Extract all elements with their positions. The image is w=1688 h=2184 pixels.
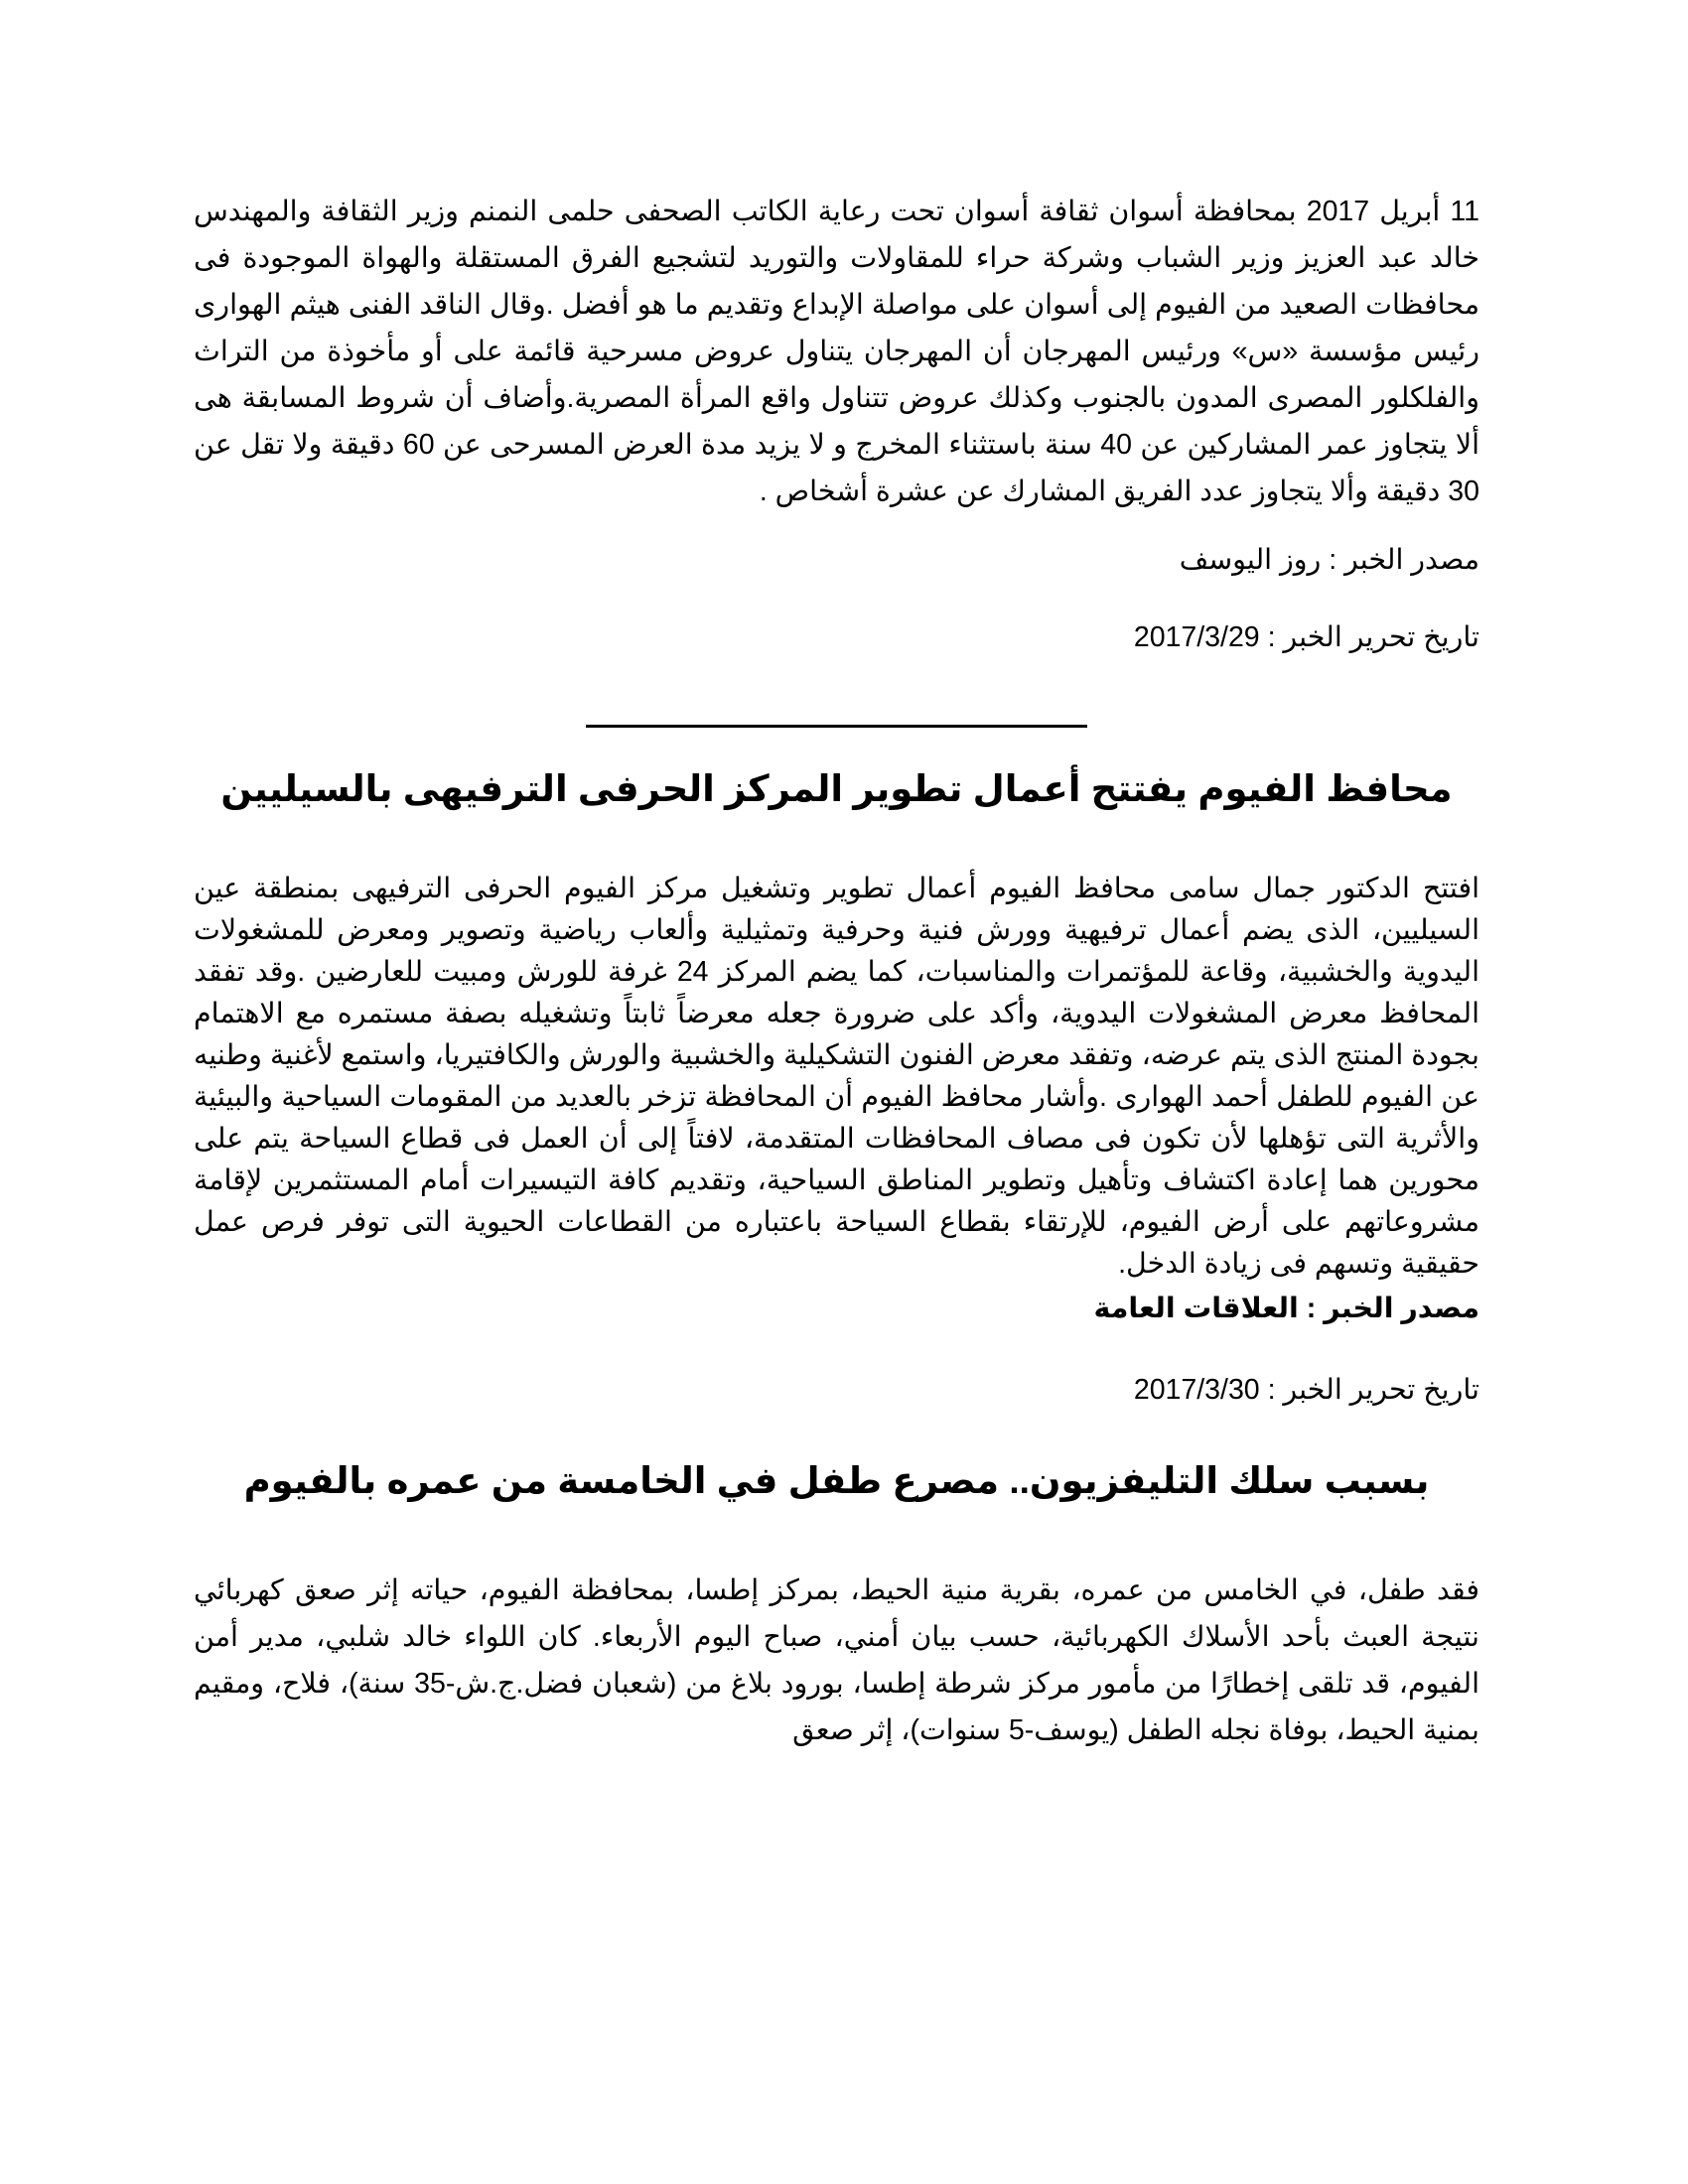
article-3-headline: بسبب سلك التليفزيون.. مصرع طفل في الخامسة من عمره بالفيوم <box>243 1460 1430 1501</box>
article-1-source: مصدر الخبر : روز اليوسف <box>1179 544 1479 576</box>
document-page <box>194 189 1479 1754</box>
article-2-body: افتتح الدكتور جمال سامى محافظ الفيوم أعمال تطوير وتشغيل مركز الفيوم الحرفى الترفيهى بمنطقة عين السيليين، الذى يضم أعمال ترفيهية وورش فنية وحرفية وتمثيلية وألعاب رياضية وتصوير ومعرض للمشغولات اليدوية والخشبية، وقاعة للمؤتمرات والمناسبات، كما يضم المركز 24 غرفة للورش ومبيت للعارضين .وقد تفقد المحافظ معرض المشغولات اليدوية، وأكد على ضرورة جعله معرضاً ثابتاً وتشغيله بصفة مستمره مع الاهتمام بجودة المنتج الذى يتم عرضه، وتفقد معرض الفنون التشكيلية والخشبية والورش والكافتيريا، واستمع لأغنية وطنيه عن الفيوم للطفل أحمد الهوارى .وأشار محافظ الفيوم أن المحافظة تزخر بالعديد من المقومات السياحية والبيئية والأثرية التى تؤهلها لأن تكون فى مصاف المحافظات المتقدمة، لافتاً إلى أن العمل فى قطاع السياحة يتم على محورين هما إعادة اكتشاف وتأهيل وتطوير المناطق السياحية، وتقديم كافة التيسيرات أمام المستثمرين لإقامة مشروعاتهم على أرض الفيوم، للإرتقاء بقطاع السياحة باعتباره من القطاعات الحيوية التى توفر فرص عمل حقيقية وتسهم فى زيادة الدخل. <box>194 873 1479 1280</box>
article-1-body: 11 أبريل 2017 بمحافظة أسوان ثقافة أسوان تحت رعاية الكاتب الصحفى حلمى النمنم وزير الثقافة والمهندس خالد عبد العزيز وزير الشباب وشركة حراء للمقاولات والتوريد لتشجيع الفرق المستقلة والهواة الموجودة فى محافظات الصعيد من الفيوم إلى أسوان على مواصلة الإبداع وتقديم ما هو أفضل .وقال الناقد الفنى هيثم الهوارى رئيس مؤسسة «س» ورئيس المهرجان أن المهرجان يتناول عروض مسرحية قائمة على أو مأخوذة من التراث والفلكلور المصرى المدون بالجنوب وكذلك عروض تتناول واقع المرأة المصرية.وأضاف أن شروط المسابقة هى ألا يتجاوز عمر المشاركين عن 40 سنة باستثناء المخرج و لا يزيد مدة العرض المسرحى عن 60 دقيقة ولا تقل عن 30 دقيقة وألا يتجاوز عدد الفريق المشارك عن عشرة أشخاص . <box>194 196 1480 507</box>
article-2-date: تاريخ تحرير الخبر : 2017/3/30 <box>1133 1374 1479 1406</box>
article-2-source: مصدر الخبر : العلاقات العامة <box>1093 1293 1479 1324</box>
article-1-date: تاريخ تحرير الخبر : 2017/3/29 <box>1133 621 1479 653</box>
article-2-headline: محافظ الفيوم يفتتح أعمال تطوير المركز الحرفى الترفيهى بالسيليين <box>220 768 1453 809</box>
separator-line <box>586 725 1087 728</box>
article-3-body: فقد طفل، في الخامس من عمره، بقرية منية الحيط، بمركز إطسا، بمحافظة الفيوم، حياته إثر صعق كهربائي نتيجة العبث بأحد الأسلاك الكهربائية، حسب بيان أمني، صباح اليوم الأربعاء. كان اللواء خالد شلبي، مدير أمن الفيوم، قد تلقى إخطارًا من مأمور مركز شرطة إطسا، بورود بلاغ من (شعبان فضل.ج.ش-35 سنة)، فلاح، ومقيم بمنية الحيط، بوفاة نجله الطفل (يوسف-5 سنوات)، إثر صعق <box>194 1574 1479 1746</box>
